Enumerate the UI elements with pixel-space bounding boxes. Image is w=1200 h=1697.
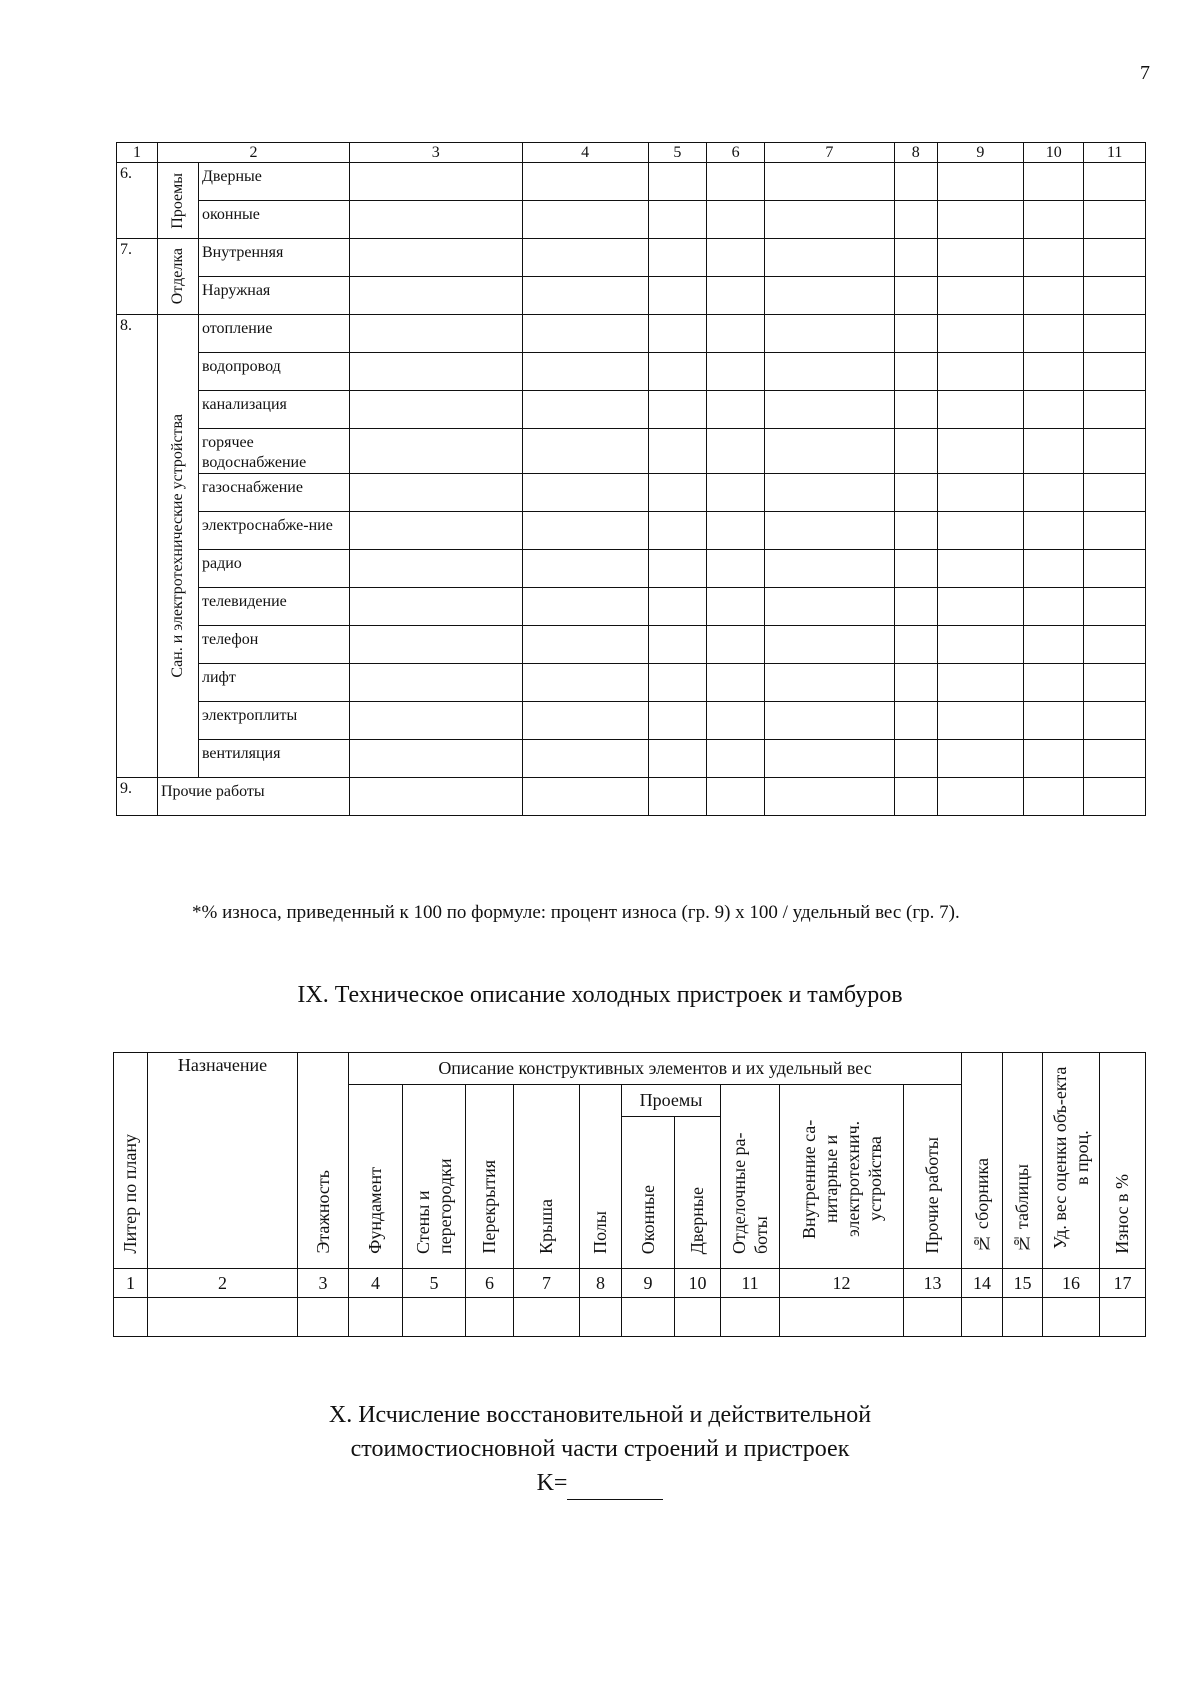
column-number: 15 (1003, 1269, 1043, 1298)
value-cell (765, 239, 894, 277)
value-cell (648, 550, 706, 588)
value-cell (1024, 626, 1084, 664)
value-cell (1084, 740, 1146, 778)
value-cell (894, 588, 937, 626)
value-cell (349, 163, 522, 201)
value-cell (765, 740, 894, 778)
column-number: 6 (466, 1269, 514, 1298)
column-number: 17 (1100, 1269, 1146, 1298)
k-coefficient (0, 1466, 1200, 1500)
value-cell (403, 1298, 466, 1337)
value-cell (706, 429, 764, 474)
item-label: радио (198, 550, 349, 588)
table-row (117, 163, 1146, 201)
value-cell (522, 353, 648, 391)
value-cell (765, 474, 894, 512)
value-cell (765, 550, 894, 588)
openings-header: Проемы (622, 1085, 721, 1117)
empty-row (114, 1298, 1146, 1337)
value-cell (1100, 1298, 1146, 1337)
value-cell (1084, 664, 1146, 702)
item-label: Наружная (198, 277, 349, 315)
value-cell (349, 702, 522, 740)
header-cell: 11 (1084, 143, 1146, 163)
value-cell (522, 664, 648, 702)
value-cell (706, 239, 764, 277)
column-number: 4 (349, 1269, 403, 1298)
table-row (117, 429, 1146, 474)
value-cell (648, 588, 706, 626)
col-liter-header: Литер по плану (114, 1053, 148, 1269)
value-cell (648, 702, 706, 740)
value-cell (937, 391, 1023, 429)
value-cell (675, 1298, 721, 1337)
value-cell (706, 588, 764, 626)
value-cell (522, 702, 648, 740)
value-cell (349, 474, 522, 512)
value-cell (580, 1298, 622, 1337)
item-label: Прочие работы (157, 778, 349, 816)
value-cell (765, 778, 894, 816)
value-cell (114, 1298, 148, 1337)
value-cell (1024, 391, 1084, 429)
col-windows-header: Оконные (622, 1117, 675, 1269)
header-cell: 8 (894, 143, 937, 163)
group-label: Сан. и электротехнические устройства (157, 315, 198, 778)
header-cell: 7 (765, 143, 894, 163)
section-10-title-line2: стоимостиосновной части строений и пристроек (350, 1436, 850, 1462)
col-wear-header: Износ в % (1100, 1053, 1146, 1269)
item-label: Дверные (198, 163, 349, 201)
value-cell (1084, 353, 1146, 391)
value-cell (522, 239, 648, 277)
value-cell (1003, 1298, 1043, 1337)
value-cell (937, 588, 1023, 626)
value-cell (522, 740, 648, 778)
table-row (117, 588, 1146, 626)
value-cell (1084, 512, 1146, 550)
column-number: 12 (780, 1269, 904, 1298)
value-cell (1043, 1298, 1100, 1337)
value-cell (1024, 353, 1084, 391)
value-cell (349, 315, 522, 353)
value-cell (894, 277, 937, 315)
header-cell: 1 (117, 143, 158, 163)
col-walls-header: Стены и перегородки (403, 1085, 466, 1269)
value-cell (148, 1298, 298, 1337)
col-ceilings-header: Перекрытия (466, 1085, 514, 1269)
value-cell (1084, 239, 1146, 277)
table-row (117, 277, 1146, 315)
value-cell (894, 664, 937, 702)
value-cell (1024, 740, 1084, 778)
value-cell (765, 277, 894, 315)
value-cell (622, 1298, 675, 1337)
table-row (117, 778, 1146, 816)
item-label: вентиляция (198, 740, 349, 778)
value-cell (706, 277, 764, 315)
header-cell: 10 (1024, 143, 1084, 163)
value-cell (721, 1298, 780, 1337)
value-cell (894, 163, 937, 201)
value-cell (349, 429, 522, 474)
value-cell (894, 201, 937, 239)
column-number: 3 (298, 1269, 349, 1298)
column-number: 8 (580, 1269, 622, 1298)
table-row (117, 353, 1146, 391)
value-cell (937, 512, 1023, 550)
group-label: Отделка (157, 239, 198, 315)
header-cell: 6 (706, 143, 764, 163)
item-label: лифт (198, 664, 349, 702)
value-cell (349, 201, 522, 239)
value-cell (1024, 277, 1084, 315)
value-cell (1024, 550, 1084, 588)
value-cell (1024, 429, 1084, 474)
column-numbers-row (114, 1269, 1146, 1298)
value-cell (765, 429, 894, 474)
value-cell (937, 550, 1023, 588)
value-cell (1084, 626, 1146, 664)
value-cell (765, 626, 894, 664)
value-cell (894, 702, 937, 740)
value-cell (937, 778, 1023, 816)
table-row (117, 664, 1146, 702)
value-cell (648, 391, 706, 429)
value-cell (648, 778, 706, 816)
value-cell (1024, 702, 1084, 740)
row-number: 8. (117, 315, 158, 778)
value-cell (706, 353, 764, 391)
value-cell (706, 664, 764, 702)
col-internal-header: Внутренние са-нитарные и электротехнич. устройства (780, 1085, 904, 1269)
item-label: электроснабже-ние (198, 512, 349, 550)
value-cell (894, 429, 937, 474)
table-row (117, 512, 1146, 550)
value-cell (522, 277, 648, 315)
value-cell (937, 702, 1023, 740)
value-cell (765, 512, 894, 550)
value-cell (937, 740, 1023, 778)
value-cell (765, 588, 894, 626)
table-header-row (117, 143, 1146, 163)
section-10-title (0, 1398, 1200, 1500)
value-cell (894, 550, 937, 588)
value-cell (648, 740, 706, 778)
item-label: горячее водоснабжение (198, 429, 349, 474)
header-cell: 9 (937, 143, 1023, 163)
value-cell (937, 626, 1023, 664)
page-number: 7 (1140, 62, 1150, 84)
value-cell (1024, 239, 1084, 277)
value-cell (648, 239, 706, 277)
value-cell (937, 353, 1023, 391)
item-label: телевидение (198, 588, 349, 626)
table-row (117, 626, 1146, 664)
item-label: оконные (198, 201, 349, 239)
value-cell (349, 588, 522, 626)
table-row (117, 702, 1146, 740)
value-cell (706, 474, 764, 512)
col-foundation-header: Фундамент (349, 1085, 403, 1269)
value-cell (648, 277, 706, 315)
table-row (117, 550, 1146, 588)
row-number: 7. (117, 239, 158, 315)
value-cell (1024, 474, 1084, 512)
header-cell: 2 (157, 143, 349, 163)
item-label: отопление (198, 315, 349, 353)
value-cell (1024, 588, 1084, 626)
column-number: 7 (514, 1269, 580, 1298)
value-cell (648, 163, 706, 201)
value-cell (522, 588, 648, 626)
value-cell (1024, 315, 1084, 353)
value-cell (765, 391, 894, 429)
col-collection-header: № сборника (962, 1053, 1003, 1269)
item-label: телефон (198, 626, 349, 664)
value-cell (522, 474, 648, 512)
row-number: 6. (117, 163, 158, 239)
group-label: Проемы (157, 163, 198, 239)
cold-annexes-table (113, 1052, 1146, 1337)
table-row (117, 239, 1146, 277)
header-cell: 3 (349, 143, 522, 163)
value-cell (765, 201, 894, 239)
column-number: 9 (622, 1269, 675, 1298)
constructive-elements-group-header: Описание конструктивных элементов и их удельный вес (349, 1053, 962, 1085)
value-cell (894, 353, 937, 391)
section-9-title: IX. Техническое описание холодных пристроек и тамбуров (297, 982, 903, 1008)
value-cell (1024, 201, 1084, 239)
item-label: Внутренняя (198, 239, 349, 277)
value-cell (349, 1298, 403, 1337)
value-cell (706, 778, 764, 816)
value-cell (706, 550, 764, 588)
table-row (117, 740, 1146, 778)
value-cell (298, 1298, 349, 1337)
col-unit-weight-header: Уд. вес оценки объ-екта в проц. (1043, 1053, 1100, 1269)
table-row (117, 474, 1146, 512)
value-cell (894, 740, 937, 778)
wear-table (116, 142, 1146, 816)
value-cell (1024, 778, 1084, 816)
column-number: 14 (962, 1269, 1003, 1298)
value-cell (937, 163, 1023, 201)
value-cell (1084, 277, 1146, 315)
value-cell (894, 626, 937, 664)
value-cell (937, 315, 1023, 353)
header-cell: 4 (522, 143, 648, 163)
value-cell (349, 664, 522, 702)
value-cell (765, 702, 894, 740)
value-cell (349, 740, 522, 778)
table-row (117, 315, 1146, 353)
table-row (117, 391, 1146, 429)
value-cell (648, 512, 706, 550)
col-purpose-header: Назначение (148, 1053, 298, 1269)
value-cell (1084, 702, 1146, 740)
value-cell (1084, 163, 1146, 201)
value-cell (894, 315, 937, 353)
value-cell (349, 239, 522, 277)
item-label: канализация (198, 391, 349, 429)
value-cell (706, 201, 764, 239)
value-cell (937, 201, 1023, 239)
value-cell (648, 626, 706, 664)
value-cell (1084, 474, 1146, 512)
value-cell (1084, 201, 1146, 239)
value-cell (904, 1298, 962, 1337)
column-number: 16 (1043, 1269, 1100, 1298)
value-cell (706, 163, 764, 201)
row-number: 9. (117, 778, 158, 816)
item-label: водопровод (198, 353, 349, 391)
value-cell (706, 626, 764, 664)
value-cell (349, 626, 522, 664)
value-cell (522, 778, 648, 816)
value-cell (466, 1298, 514, 1337)
value-cell (648, 353, 706, 391)
column-number: 13 (904, 1269, 962, 1298)
col-roof-header: Крыша (514, 1085, 580, 1269)
value-cell (765, 163, 894, 201)
column-number: 5 (403, 1269, 466, 1298)
value-cell (765, 315, 894, 353)
value-cell (1084, 315, 1146, 353)
footnote: *% износа, приведенный к 100 по формуле: процент износа (гр. 9) х 100 / удельный вес (гр. 7). (192, 902, 960, 923)
value-cell (1024, 512, 1084, 550)
value-cell (937, 239, 1023, 277)
k-blank (567, 1477, 663, 1500)
value-cell (1024, 163, 1084, 201)
column-number: 10 (675, 1269, 721, 1298)
value-cell (522, 429, 648, 474)
value-cell (765, 664, 894, 702)
value-cell (648, 429, 706, 474)
value-cell (706, 391, 764, 429)
value-cell (522, 315, 648, 353)
col-other-header: Прочие работы (904, 1085, 962, 1269)
value-cell (1024, 664, 1084, 702)
value-cell (1084, 550, 1146, 588)
value-cell (706, 512, 764, 550)
item-label: газоснабжение (198, 474, 349, 512)
value-cell (706, 740, 764, 778)
value-cell (937, 429, 1023, 474)
header-cell: 5 (648, 143, 706, 163)
value-cell (522, 512, 648, 550)
value-cell (1084, 588, 1146, 626)
value-cell (349, 512, 522, 550)
value-cell (1084, 429, 1146, 474)
value-cell (349, 277, 522, 315)
col-floors-header: Этажность (298, 1053, 349, 1269)
k-label: K= (536, 1470, 568, 1496)
value-cell (349, 778, 522, 816)
value-cell (648, 664, 706, 702)
value-cell (522, 550, 648, 588)
value-cell (648, 201, 706, 239)
column-number: 11 (721, 1269, 780, 1298)
table-row (117, 201, 1146, 239)
col-doors-header: Дверные (675, 1117, 721, 1269)
value-cell (765, 353, 894, 391)
column-number: 1 (114, 1269, 148, 1298)
value-cell (648, 474, 706, 512)
value-cell (937, 474, 1023, 512)
value-cell (962, 1298, 1003, 1337)
col-floors-el-header: Полы (580, 1085, 622, 1269)
value-cell (937, 664, 1023, 702)
value-cell (1084, 391, 1146, 429)
value-cell (514, 1298, 580, 1337)
value-cell (349, 550, 522, 588)
value-cell (522, 626, 648, 664)
column-number: 2 (148, 1269, 298, 1298)
value-cell (894, 778, 937, 816)
value-cell (522, 201, 648, 239)
value-cell (1084, 778, 1146, 816)
value-cell (706, 315, 764, 353)
value-cell (894, 474, 937, 512)
item-label: электроплиты (198, 702, 349, 740)
value-cell (937, 277, 1023, 315)
value-cell (349, 391, 522, 429)
col-table-no-header: № таблицы (1003, 1053, 1043, 1269)
section-10-title-line1: X. Исчисление восстановительной и действительной (328, 1402, 872, 1428)
value-cell (349, 353, 522, 391)
value-cell (894, 391, 937, 429)
value-cell (522, 163, 648, 201)
value-cell (706, 702, 764, 740)
value-cell (648, 315, 706, 353)
value-cell (780, 1298, 904, 1337)
col-finishing-header: Отделочные ра-боты (721, 1085, 780, 1269)
value-cell (522, 391, 648, 429)
value-cell (894, 512, 937, 550)
value-cell (894, 239, 937, 277)
